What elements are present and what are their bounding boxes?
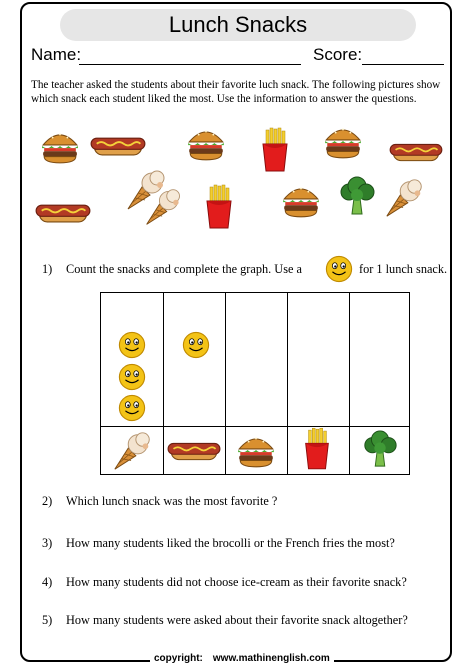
site-link[interactable]: www.mathinenglish.com (212, 653, 330, 664)
icecream-icon (383, 176, 427, 220)
fries-icon (257, 127, 293, 173)
icecream-icon (143, 186, 185, 228)
question-1-suffix: for 1 lunch snack. (359, 262, 448, 276)
fries-icon (201, 184, 237, 230)
broccoli-icon (337, 176, 377, 216)
question-5 (42, 613, 408, 628)
broccoli-icon (361, 430, 399, 468)
instructions-text: The teacher asked the students about their favorite luch snack. The following pictures show which snack each student liked the most. Use the information to answer the questions. (31, 79, 441, 105)
hotdog-icon (35, 198, 91, 228)
question-2 (42, 494, 277, 509)
smiley-icon (325, 255, 353, 283)
burger-icon (185, 124, 227, 162)
question-number: 5) (42, 613, 53, 627)
smiley-icon (118, 331, 146, 359)
question-number: 4) (42, 575, 53, 589)
question-text: How many students did not choose ice-cream as their favorite snack? (66, 575, 407, 589)
icecream-icon (111, 429, 155, 473)
copyright-label: copyright: (154, 653, 203, 664)
question-3 (42, 536, 395, 551)
question-4 (42, 575, 407, 590)
question-text: Count the snacks and complete the graph. Use a (66, 262, 302, 276)
hotdog-icon (90, 131, 146, 161)
burger-icon (280, 181, 322, 219)
burger-icon (322, 122, 364, 160)
fries-icon (300, 427, 334, 471)
question-number: 2) (42, 494, 53, 508)
burger-icon (38, 127, 82, 165)
smiley-icon (118, 363, 146, 391)
name-label: Name: (31, 45, 82, 64)
smiley-icon (182, 331, 210, 359)
hotdog-icon (167, 436, 221, 466)
copyright-footer (150, 653, 334, 664)
question-number: 1) (42, 262, 53, 276)
question-text: How many students were asked about their favorite snack altogether? (66, 613, 408, 627)
smiley-icon (118, 394, 146, 422)
name-answer-line[interactable] (79, 64, 301, 65)
hotdog-icon (389, 138, 443, 166)
question-number: 3) (42, 536, 53, 550)
question-text: Which lunch snack was the most favorite ? (66, 494, 278, 508)
name-score-row (31, 45, 446, 69)
burger-icon (235, 431, 277, 469)
worksheet-title: Lunch Snacks (60, 9, 416, 41)
question-1 (42, 262, 302, 277)
question-text: How many students liked the brocolli or the French fries the most? (66, 536, 395, 550)
score-answer-line[interactable] (362, 64, 444, 65)
pictograph-grid (100, 292, 410, 475)
score-label: Score: (313, 45, 363, 64)
